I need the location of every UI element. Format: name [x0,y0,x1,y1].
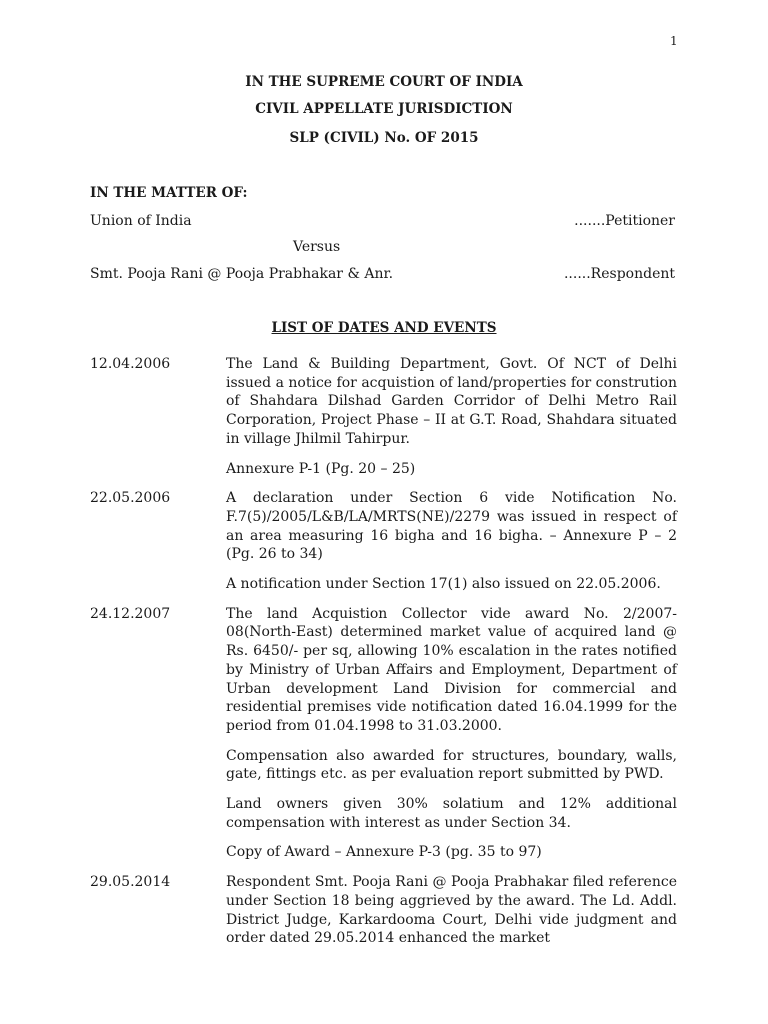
petitioner-role: .......Petitioner [574,213,675,229]
versus-text: Versus [293,239,341,255]
event-paragraph: A declaration under Section 6 vide Notification No. F.7(5)/2005/L&B/LA/MRTS(NE)/2279 was issued in respect of an area measuring 16 bigha and 16 bigha. – Annexure P – 2 (Pg. 26 to 34) [226,490,677,563]
page-number: 1 [670,34,678,48]
court-name-heading: IN THE SUPREME COURT OF INDIA [245,74,523,90]
event-description [226,605,677,873]
list-title: LIST OF DATES AND EVENTS [271,320,497,336]
petitioner-name: Union of India [90,213,192,229]
events-list [90,355,677,959]
event-date: 22.05.2006 [90,490,171,507]
event-paragraph: Respondent Smt. Pooja Rani @ Pooja Prabhakar filed reference under Section 18 being aggrieved by the award. The Ld. Addl. District Judge, Karkardooma Court, Delhi vide judgment and order dated 29.05.2014 enhanced the market [226,874,677,947]
event-date: 12.04.2006 [90,356,171,372]
event-paragraph: Compensation also awarded for structures, boundary, walls, gate, fittings etc. as per evaluation report submitted by PWD. [226,747,677,783]
respondent-row [90,266,675,282]
event-paragraph: Land owners given 30% solatium and 12% additional compensation with interest as under Section 34. [226,796,677,831]
event-paragraph: A notification under Section 17(1) also issued on 22.05.2006. [226,576,661,593]
matter-label: IN THE MATTER OF: [90,185,248,201]
jurisdiction-heading: CIVIL APPELLATE JURISDICTION [255,101,513,117]
event-description [226,873,677,959]
event-row [90,873,677,959]
respondent-name: Smt. Pooja Rani @ Pooja Prabhakar & Anr. [90,266,394,282]
event-description [226,355,677,489]
event-paragraph: Annexure P-1 (Pg. 20 – 25) [226,460,416,477]
event-row [90,355,677,489]
petitioner-row [90,213,675,229]
event-row [90,489,677,605]
event-paragraph: Copy of Award – Annexure P-3 (pg. 35 to 97) [226,844,542,861]
case-number-heading: SLP (CIVIL) No. OF 2015 [289,130,479,146]
event-row [90,605,677,873]
respondent-role: ......Respondent [563,266,675,282]
event-paragraph: The land Acquistion Collector vide award No. 2/2007-08(North-East) determined market value of acquired land @ Rs. 6450/- per sq, allowing 10% escalation in the rates notified by Ministry of Urban Affairs and Employment, Department of Urban development Land Division for commercial and residential premises vide notification dated 16.04.1999 for the period from 01.04.1998 to 31.03.2000. [226,605,677,734]
event-date: 24.12.2007 [90,605,171,622]
event-paragraph: The Land & Building Department, Govt. Of NCT of Delhi issued a notice for acquistion of land/properties for constrution of Shahdara Dilshad Garden Corridor of Delhi Metro Rail Corporation, Project Phase – II at G.T. Road, Shahdara situated in village Jhilmil Tahirpur. [226,356,677,447]
event-description [226,489,677,605]
event-date: 29.05.2014 [90,874,171,891]
